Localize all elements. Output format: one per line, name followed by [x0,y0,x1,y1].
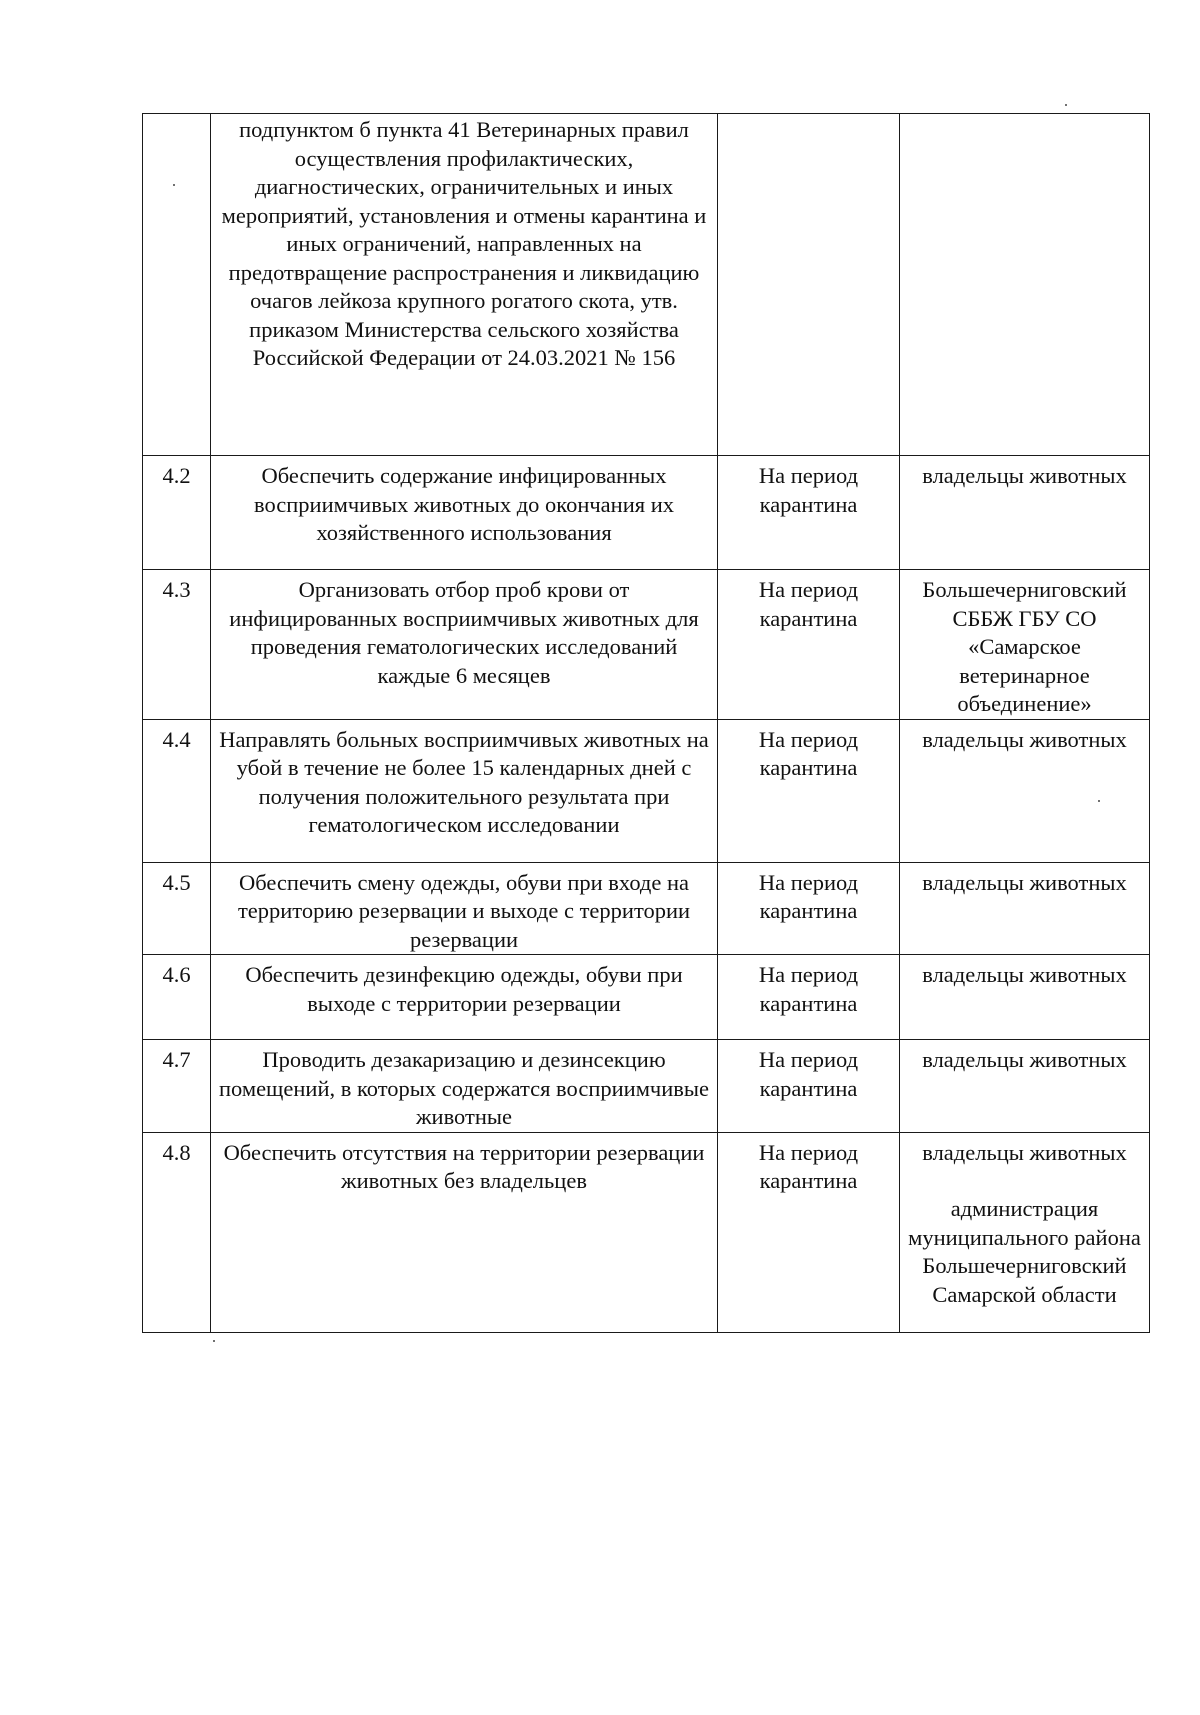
row-number: 4.8 [143,1132,211,1332]
period-cell: На период карантина [718,862,900,955]
period-cell: На период карантина [718,719,900,862]
responsible-cell: владельцы животных [900,955,1150,1040]
responsible-cell: владельцы животных [900,719,1150,862]
row-number: 4.4 [143,719,211,862]
table-row [143,1040,1150,1133]
scan-speck [213,1340,215,1342]
responsible-cell: владельцы животных [900,1040,1150,1133]
action-cell: подпунктом б пункта 41 Ветеринарных правил осуществления профилактических, диагностических, ограничительных и иных мероприятий, установления и отмены карантина и иных ограничений, направленных на предотвращение распространения и ликвидацию очагов лейкоза крупного рогатого скота, утв. приказом Министерства сельского хозяйства Российской Федерации от 24.03.2021 № 156 [211,114,718,456]
period-cell: На период карантина [718,955,900,1040]
row-number: 4.5 [143,862,211,955]
scan-speck [1065,104,1067,106]
row-number [143,114,211,456]
responsible-primary: владельцы животных [922,1139,1127,1165]
action-cell: Проводить дезакаризацию и дезинсекцию помещений, в которых содержатся восприимчивые животные [211,1040,718,1133]
action-cell: Обеспечить содержание инфицированных восприимчивых животных до окончания их хозяйственного использования [211,456,718,570]
spacer [906,1167,1143,1195]
period-cell: На период карантина [718,1132,900,1332]
period-cell: На период карантина [718,456,900,570]
period-cell [718,114,900,456]
table-row [143,570,1150,720]
row-number: 4.7 [143,1040,211,1133]
action-cell: Обеспечить смену одежды, обуви при входе на территорию резервации и выходе с территории резервации [211,862,718,955]
action-cell: Обеспечить отсутствия на территории резервации животных без владельцев [211,1132,718,1332]
responsible-cell: владельцы животных [900,862,1150,955]
row-number: 4.2 [143,456,211,570]
action-cell: Организовать отбор проб крови от инфицированных восприимчивых животных для проведения гематологических исследований каждые 6 месяцев [211,570,718,720]
row-number: 4.3 [143,570,211,720]
table-row [143,862,1150,955]
responsible-cell [900,114,1150,456]
action-cell: Обеспечить дезинфекцию одежды, обуви при выходе с территории резервации [211,955,718,1040]
table-row [143,114,1150,456]
period-cell: На период карантина [718,570,900,720]
table-row [143,456,1150,570]
measures-table [142,113,1150,1333]
period-cell: На период карантина [718,1040,900,1133]
responsible-cell: владельцы животных [900,456,1150,570]
responsible-cell [900,1132,1150,1332]
table-row [143,955,1150,1040]
table-row [143,1132,1150,1332]
action-cell: Направлять больных восприимчивых животных на убой в течение не более 15 календарных дней с получения положительного результата при гематологическом исследовании [211,719,718,862]
responsible-secondary: администрация муниципального района Большечерниговский Самарской области [908,1196,1141,1307]
table-row [143,719,1150,862]
responsible-cell: Большечерниговский СББЖ ГБУ СО «Самарское ветеринарное объединение» [900,570,1150,720]
row-number: 4.6 [143,955,211,1040]
